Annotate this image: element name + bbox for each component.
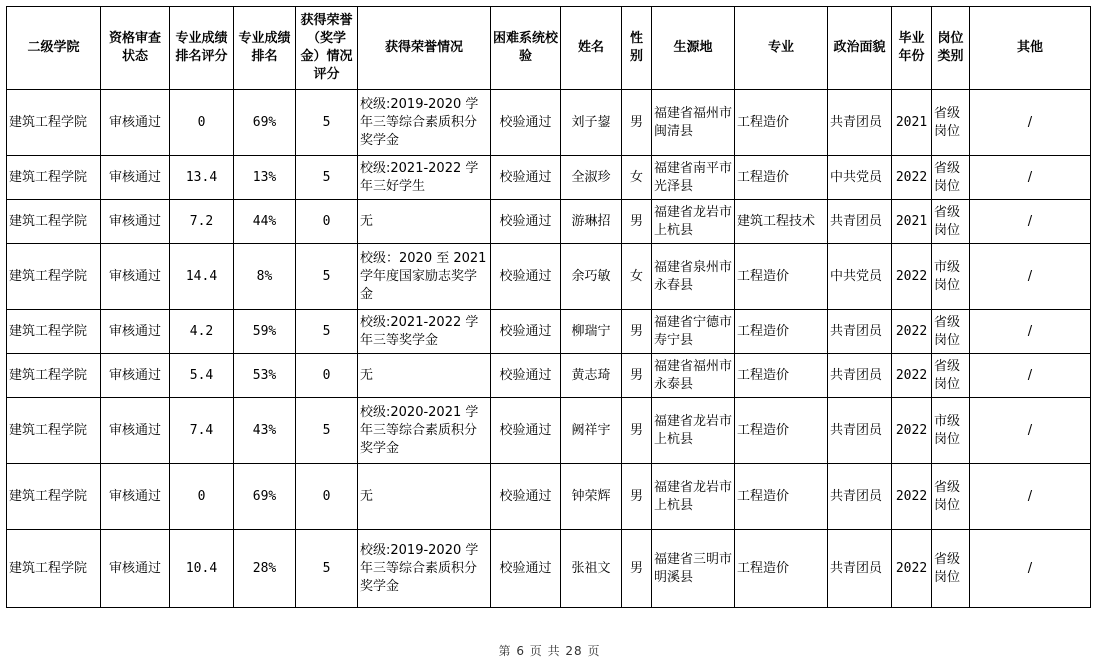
column-header: 专业 xyxy=(735,7,828,90)
cell-major: 工程造价 xyxy=(735,156,828,200)
cell-college: 建筑工程学院 xyxy=(7,464,101,530)
cell-rank: 28% xyxy=(234,530,296,608)
cell-rank: 43% xyxy=(234,398,296,464)
cell-political: 共青团员 xyxy=(828,200,892,244)
cell-gender: 女 xyxy=(622,156,652,200)
cell-honor-score: 5 xyxy=(296,310,358,354)
cell-check: 校验通过 xyxy=(491,398,561,464)
cell-other: / xyxy=(970,398,1091,464)
cell-college: 建筑工程学院 xyxy=(7,90,101,156)
cell-rank-score: 14.4 xyxy=(170,244,234,310)
cell-political: 中共党员 xyxy=(828,156,892,200)
cell-name: 刘子鋆 xyxy=(561,90,622,156)
cell-college: 建筑工程学院 xyxy=(7,354,101,398)
table-row xyxy=(7,464,1091,530)
cell-honor-score: 5 xyxy=(296,90,358,156)
table-row xyxy=(7,398,1091,464)
cell-year: 2022 xyxy=(892,398,932,464)
cell-honor-score: 5 xyxy=(296,398,358,464)
cell-check: 校验通过 xyxy=(491,464,561,530)
cell-college: 建筑工程学院 xyxy=(7,530,101,608)
cell-major: 工程造价 xyxy=(735,90,828,156)
cell-honor: 无 xyxy=(358,464,491,530)
cell-year: 2021 xyxy=(892,200,932,244)
column-header: 二级学院 xyxy=(7,7,101,90)
cell-origin: 福建省三明市明溪县 xyxy=(652,530,735,608)
cell-gender: 女 xyxy=(622,244,652,310)
cell-other: / xyxy=(970,244,1091,310)
cell-honor: 校级:2021-2022 学年三好学生 xyxy=(358,156,491,200)
cell-political: 共青团员 xyxy=(828,398,892,464)
table-row xyxy=(7,310,1091,354)
cell-gender: 男 xyxy=(622,530,652,608)
cell-status: 审核通过 xyxy=(101,530,170,608)
cell-rank: 44% xyxy=(234,200,296,244)
cell-college: 建筑工程学院 xyxy=(7,200,101,244)
cell-honor-score: 0 xyxy=(296,354,358,398)
cell-name: 全淑珍 xyxy=(561,156,622,200)
cell-political: 共青团员 xyxy=(828,530,892,608)
cell-year: 2021 xyxy=(892,90,932,156)
cell-rank: 53% xyxy=(234,354,296,398)
cell-honor: 无 xyxy=(358,354,491,398)
cell-check: 校验通过 xyxy=(491,90,561,156)
cell-year: 2022 xyxy=(892,530,932,608)
cell-college: 建筑工程学院 xyxy=(7,244,101,310)
cell-major: 工程造价 xyxy=(735,464,828,530)
cell-college: 建筑工程学院 xyxy=(7,310,101,354)
cell-post: 省级岗位 xyxy=(932,90,970,156)
cell-honor-score: 5 xyxy=(296,530,358,608)
cell-post: 省级岗位 xyxy=(932,464,970,530)
cell-major: 建筑工程技术 xyxy=(735,200,828,244)
cell-honor: 校级:2020-2021 学年三等综合素质积分奖学金 xyxy=(358,398,491,464)
cell-political: 共青团员 xyxy=(828,464,892,530)
cell-post: 省级岗位 xyxy=(932,530,970,608)
cell-rank: 59% xyxy=(234,310,296,354)
cell-origin: 福建省龙岩市上杭县 xyxy=(652,464,735,530)
cell-year: 2022 xyxy=(892,244,932,310)
cell-honor: 校级:2019-2020 学年三等综合素质积分奖学金 xyxy=(358,90,491,156)
cell-gender: 男 xyxy=(622,464,652,530)
cell-origin: 福建省宁德市寿宁县 xyxy=(652,310,735,354)
table-row xyxy=(7,156,1091,200)
cell-origin: 福建省龙岩市上杭县 xyxy=(652,200,735,244)
cell-honor-score: 0 xyxy=(296,200,358,244)
cell-status: 审核通过 xyxy=(101,90,170,156)
table-row xyxy=(7,354,1091,398)
cell-year: 2022 xyxy=(892,464,932,530)
cell-check: 校验通过 xyxy=(491,530,561,608)
cell-post: 省级岗位 xyxy=(932,310,970,354)
column-header: 姓名 xyxy=(561,7,622,90)
cell-major: 工程造价 xyxy=(735,310,828,354)
cell-check: 校验通过 xyxy=(491,200,561,244)
cell-year: 2022 xyxy=(892,156,932,200)
cell-post: 省级岗位 xyxy=(932,156,970,200)
cell-rank-score: 10.4 xyxy=(170,530,234,608)
cell-political: 中共党员 xyxy=(828,244,892,310)
table-row xyxy=(7,530,1091,608)
cell-other: / xyxy=(970,200,1091,244)
cell-honor-score: 0 xyxy=(296,464,358,530)
cell-rank-score: 13.4 xyxy=(170,156,234,200)
cell-political: 共青团员 xyxy=(828,310,892,354)
cell-gender: 男 xyxy=(622,310,652,354)
cell-post: 市级岗位 xyxy=(932,398,970,464)
cell-name: 柳瑞宁 xyxy=(561,310,622,354)
cell-status: 审核通过 xyxy=(101,244,170,310)
cell-honor: 校级:2021-2022 学年三等奖学金 xyxy=(358,310,491,354)
cell-status: 审核通过 xyxy=(101,156,170,200)
column-header: 资格审查状态 xyxy=(101,7,170,90)
page-footer: 第 6 页 共 28 页 xyxy=(498,644,601,658)
cell-major: 工程造价 xyxy=(735,530,828,608)
cell-check: 校验通过 xyxy=(491,310,561,354)
column-header: 困难系统校验 xyxy=(491,7,561,90)
cell-name: 游琳招 xyxy=(561,200,622,244)
cell-major: 工程造价 xyxy=(735,354,828,398)
cell-other: / xyxy=(970,464,1091,530)
cell-name: 张祖文 xyxy=(561,530,622,608)
column-header: 获得荣誉（奖学金）情况评分 xyxy=(296,7,358,90)
cell-origin: 福建省龙岩市上杭县 xyxy=(652,398,735,464)
cell-other: / xyxy=(970,310,1091,354)
column-header: 政治面貌 xyxy=(828,7,892,90)
cell-gender: 男 xyxy=(622,354,652,398)
cell-rank-score: 5.4 xyxy=(170,354,234,398)
cell-other: / xyxy=(970,530,1091,608)
column-header: 专业成绩排名 xyxy=(234,7,296,90)
cell-origin: 福建省南平市光泽县 xyxy=(652,156,735,200)
cell-status: 审核通过 xyxy=(101,200,170,244)
cell-check: 校验通过 xyxy=(491,244,561,310)
cell-rank: 8% xyxy=(234,244,296,310)
column-header: 性别 xyxy=(622,7,652,90)
cell-name: 阙祥宇 xyxy=(561,398,622,464)
table-row xyxy=(7,200,1091,244)
cell-honor: 校级:2019-2020 学年三等综合素质积分奖学金 xyxy=(358,530,491,608)
cell-rank-score: 7.2 xyxy=(170,200,234,244)
cell-origin: 福建省福州市永泰县 xyxy=(652,354,735,398)
cell-other: / xyxy=(970,156,1091,200)
cell-post: 省级岗位 xyxy=(932,354,970,398)
cell-rank: 69% xyxy=(234,90,296,156)
cell-political: 共青团员 xyxy=(828,354,892,398)
cell-rank-score: 0 xyxy=(170,90,234,156)
cell-status: 审核通过 xyxy=(101,354,170,398)
cell-college: 建筑工程学院 xyxy=(7,156,101,200)
cell-name: 钟荣辉 xyxy=(561,464,622,530)
cell-major: 工程造价 xyxy=(735,244,828,310)
column-header: 获得荣誉情况 xyxy=(358,7,491,90)
column-header: 岗位类别 xyxy=(932,7,970,90)
cell-honor-score: 5 xyxy=(296,156,358,200)
cell-other: / xyxy=(970,90,1091,156)
cell-rank: 13% xyxy=(234,156,296,200)
cell-origin: 福建省泉州市永春县 xyxy=(652,244,735,310)
table-row xyxy=(7,90,1091,156)
cell-honor: 校级：2020 至 2021 学年度国家励志奖学金 xyxy=(358,244,491,310)
cell-gender: 男 xyxy=(622,90,652,156)
column-header: 其他 xyxy=(970,7,1091,90)
cell-college: 建筑工程学院 xyxy=(7,398,101,464)
column-header: 毕业年份 xyxy=(892,7,932,90)
column-header: 生源地 xyxy=(652,7,735,90)
cell-rank-score: 0 xyxy=(170,464,234,530)
table-row xyxy=(7,244,1091,310)
cell-honor-score: 5 xyxy=(296,244,358,310)
column-header: 专业成绩排名评分 xyxy=(170,7,234,90)
cell-name: 黄志琦 xyxy=(561,354,622,398)
cell-rank: 69% xyxy=(234,464,296,530)
header-row xyxy=(7,7,1091,90)
cell-honor: 无 xyxy=(358,200,491,244)
recommendation-table xyxy=(6,6,1091,608)
cell-gender: 男 xyxy=(622,398,652,464)
table-body xyxy=(7,90,1091,608)
cell-political: 共青团员 xyxy=(828,90,892,156)
cell-year: 2022 xyxy=(892,310,932,354)
cell-gender: 男 xyxy=(622,200,652,244)
cell-check: 校验通过 xyxy=(491,354,561,398)
cell-check: 校验通过 xyxy=(491,156,561,200)
cell-post: 市级岗位 xyxy=(932,244,970,310)
cell-major: 工程造价 xyxy=(735,398,828,464)
cell-year: 2022 xyxy=(892,354,932,398)
cell-other: / xyxy=(970,354,1091,398)
cell-rank-score: 7.4 xyxy=(170,398,234,464)
cell-status: 审核通过 xyxy=(101,464,170,530)
cell-status: 审核通过 xyxy=(101,398,170,464)
cell-name: 余巧敏 xyxy=(561,244,622,310)
cell-origin: 福建省福州市闽清县 xyxy=(652,90,735,156)
cell-rank-score: 4.2 xyxy=(170,310,234,354)
cell-post: 省级岗位 xyxy=(932,200,970,244)
cell-status: 审核通过 xyxy=(101,310,170,354)
